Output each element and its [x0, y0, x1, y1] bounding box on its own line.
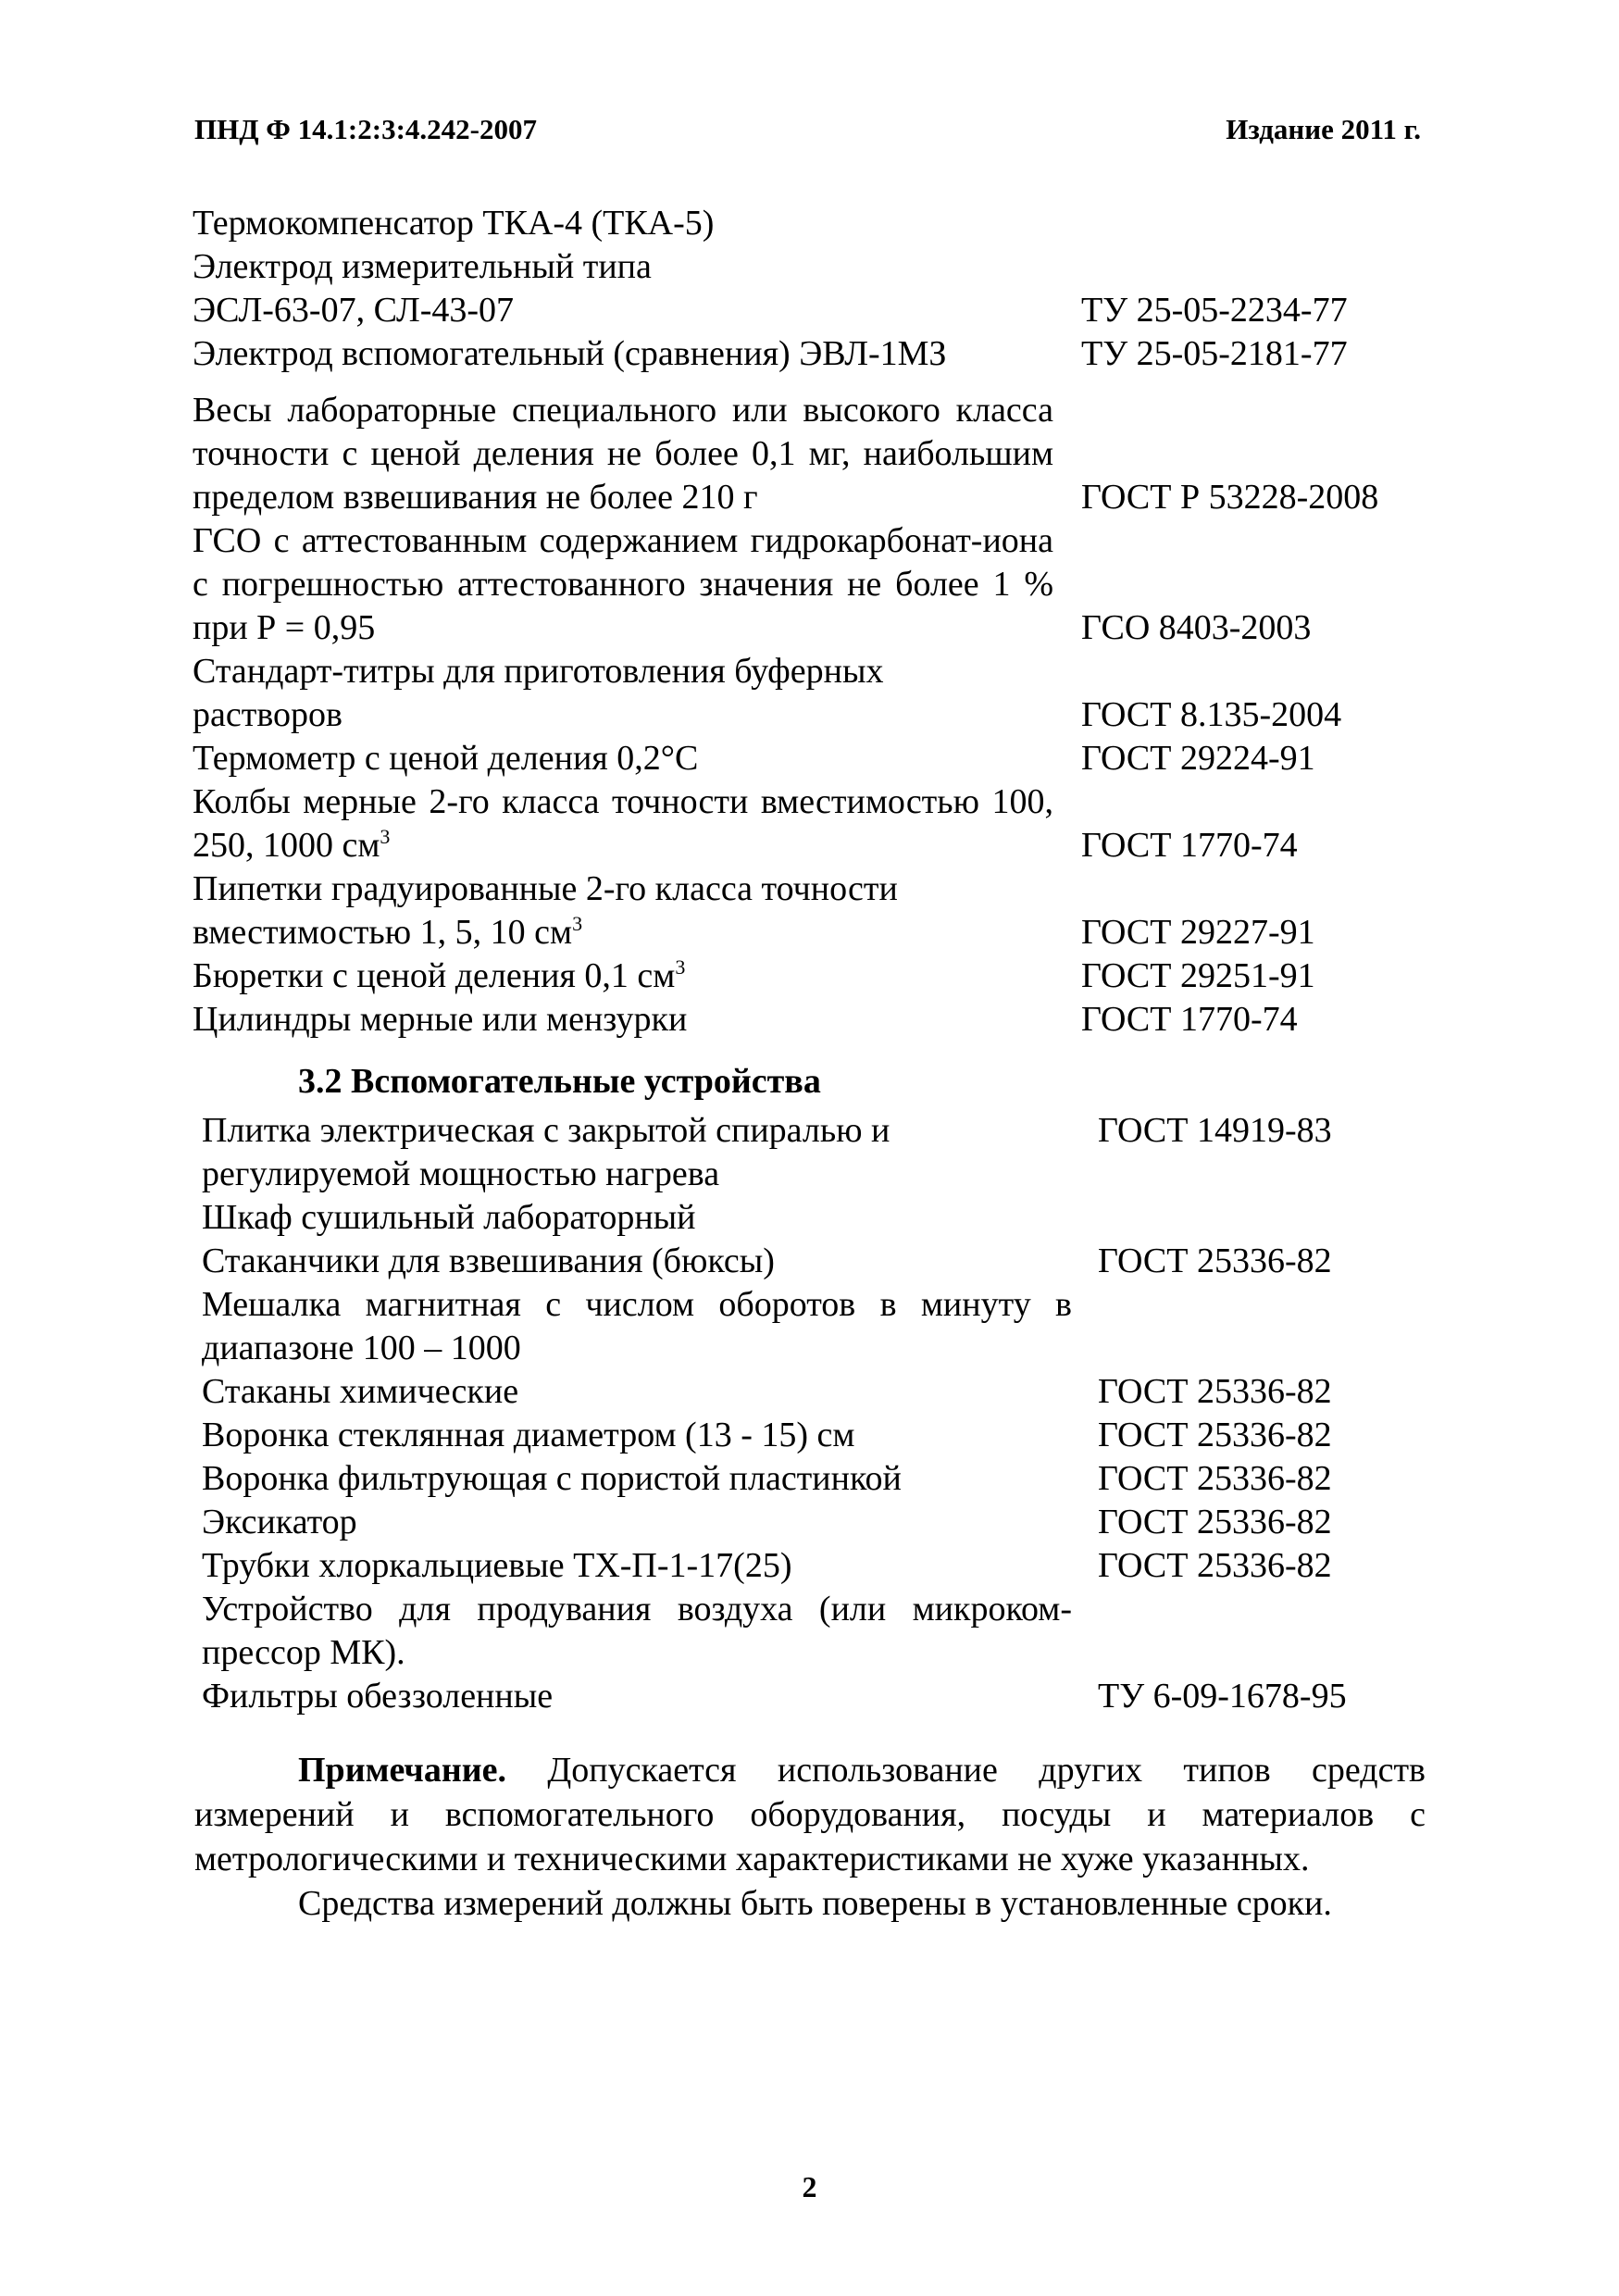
item-name: Эксикатор [202, 1503, 357, 1541]
item-name: ГСО с аттестованным содержанием гидрокарбонат-иона с погрешностью аттестованного значения не более 1 % при Р = 0,95 [193, 521, 1053, 647]
verification-paragraph: Средства измерений должны быть поверены в установленные сроки. [298, 1884, 1332, 1923]
list-item [202, 1588, 1433, 1675]
item-standard: ГОСТ 25336-82 [1098, 1416, 1332, 1454]
list-item [193, 389, 1424, 519]
list-item [202, 1196, 1433, 1240]
item-name: Электрод измерительный типа ЭСЛ-63-07, СЛ-43-07 [193, 247, 652, 330]
item-standard: ТУ 25-05-2181-77 [1081, 334, 1348, 373]
item-standard: ГОСТ 25336-82 [1098, 1459, 1332, 1498]
item-name: Воронка стеклянная диаметром (13 - 15) см [202, 1416, 855, 1454]
item-name: Фильтры обеззоленные [202, 1677, 554, 1716]
item-standard: ГОСТ 25336-82 [1098, 1503, 1332, 1541]
edition-label: Издание 2011 г. [1226, 113, 1421, 145]
item-name: Стандарт-титры для приготовления буферных растворов [193, 652, 884, 734]
item-name: Термокомпенсатор ТКА-4 (ТКА-5) [193, 204, 715, 243]
page-number: 2 [802, 2170, 817, 2203]
item-standard: ГОСТ 25336-82 [1098, 1372, 1332, 1411]
document-code: ПНД Ф 14.1:2:3:4.242-2007 [194, 113, 537, 145]
list-item [193, 998, 1424, 1042]
list-item [193, 780, 1424, 867]
item-name: Цилиндры мерные или мензурки [193, 1000, 688, 1039]
item-standard: ГОСТ 29251-91 [1081, 956, 1315, 995]
item-name: Весы лабораторные специального или высокого класса точности с ценой деления не более 0,1 мг, наибольшим пределом взвешивания не более 210 г [193, 391, 1053, 517]
section-heading: 3.2 Вспомогательные устройства [298, 1062, 821, 1101]
item-standard: ГОСТ 1770-74 [1081, 1000, 1298, 1039]
item-standard: ГОСТ Р 53228-2008 [1081, 478, 1379, 517]
item-standard: ГОСТ 25336-82 [1098, 1546, 1332, 1585]
list-item [202, 1457, 1433, 1501]
list-item [193, 737, 1424, 780]
item-standard: ГОСТ 25336-82 [1098, 1242, 1332, 1280]
list-item [202, 1240, 1433, 1283]
item-name: Шкаф сушильный лабораторный [202, 1198, 696, 1237]
item-standard: ТУ 25-05-2234-77 [1081, 291, 1348, 330]
item-standard: ТУ 6-09-1678-95 [1098, 1677, 1347, 1716]
list-item [193, 519, 1424, 650]
item-name: Электрод вспомогательный (сравнения) ЭВЛ-1МЗ [193, 334, 947, 373]
note-paragraph [194, 1748, 1426, 1881]
list-item [202, 1109, 1433, 1196]
superscript: 3 [675, 955, 686, 979]
list-item [193, 955, 1424, 998]
list-item [202, 1283, 1433, 1370]
list-item [202, 1370, 1433, 1414]
item-standard: ГОСТ 14919-83 [1098, 1111, 1332, 1150]
item-name: Трубки хлоркальциевые ТХ-П-1-17(25) [202, 1546, 792, 1585]
list-item [202, 1414, 1433, 1457]
item-name: Воронка фильтрующая с пористой пластинкой [202, 1459, 902, 1498]
list-item [202, 1675, 1433, 1718]
item-name: Бюретки с ценой деления 0,1 $см^3$ [193, 955, 686, 995]
item-standard: ГОСТ 8.135-2004 [1081, 695, 1342, 734]
auxiliary-devices-list [202, 1109, 1433, 1718]
superscript: 3 [380, 825, 391, 848]
item-name: Колбы мерные 2-го класса точности вместимостью 100, 250, 1000 $см^3$ [193, 782, 1053, 865]
item-name: Плитка электрическая с закрытой спиралью и регулируемой мощностью нагрева [202, 1111, 890, 1193]
item-name: Мешалка магнитная с числом оборотов в минуту в диапазоне 100 – 1000 [202, 1285, 1072, 1367]
list-item [193, 332, 1424, 376]
note-label: Примечание. [298, 1751, 506, 1790]
measuring-equipment-list [193, 202, 1424, 1042]
list-item [193, 867, 1424, 955]
superscript: 3 [572, 912, 583, 935]
item-standard: ГОСТ 1770-74 [1081, 826, 1298, 865]
page-header [194, 113, 1421, 159]
item-name: Термометр с ценой деления 0,2°С [193, 739, 699, 778]
item-standard: ГОСТ 29224-91 [1081, 739, 1315, 778]
list-item [193, 202, 1424, 245]
item-name: Стаканы химические [202, 1372, 519, 1411]
note-text: Допускается использование других типов средств измерений и вспомогательного оборудования, посуды и материалов с метрологическими и техническими характеристиками не хуже указанных. [194, 1751, 1426, 1878]
item-name: Устройство для продувания воздуха (или микроком-прессор МК). [202, 1590, 1072, 1672]
item-name: Пипетки градуированные 2-го класса точности вместимостью 1, 5, 10 $см^3$ [193, 869, 898, 952]
list-item [202, 1501, 1433, 1544]
item-standard: ГСО 8403-2003 [1081, 608, 1312, 647]
list-item [202, 1544, 1433, 1588]
list-item [193, 650, 1424, 737]
item-name: Стаканчики для взвешивания (бюксы) [202, 1242, 775, 1280]
list-item [193, 245, 1424, 332]
item-standard: ГОСТ 29227-91 [1081, 913, 1315, 952]
note-block [194, 1748, 1426, 1926]
